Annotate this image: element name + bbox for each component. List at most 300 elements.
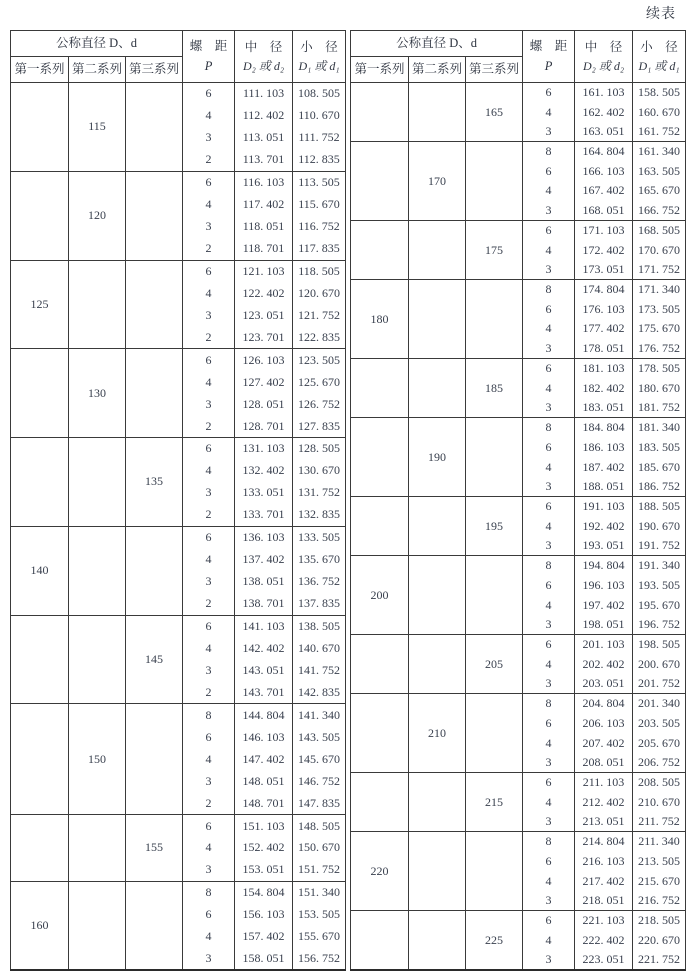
table-body-left [11,83,346,971]
pitch-value: 6 [183,526,235,548]
pitch-diameter-value: 177. 402 [575,319,633,339]
pitch-value: 6 [183,260,235,282]
pitch-diameter-value: 153. 051 [235,859,293,881]
pitch-diameter-value: 216. 103 [575,852,633,872]
pitch-value: 6 [523,773,575,793]
diameter-cell: 190 [409,418,466,497]
minor-diameter-value: 137. 835 [293,593,346,615]
pitch-diameter-value: 166. 103 [575,161,633,181]
header-nominal-diameter: 公称直径 D、d [11,31,183,57]
pitch-diameter-value: 168. 051 [575,201,633,221]
pitch-value: 3 [523,398,575,418]
empty-series-cell [466,280,523,359]
diameter-cell: 160 [11,881,69,970]
minor-diameter-value: 220. 670 [633,930,686,950]
minor-diameter-value: 201. 340 [633,694,686,714]
pitch-diameter-value: 157. 402 [235,926,293,948]
empty-series-cell [69,260,126,349]
pitch-value: 2 [183,238,235,260]
header-series-1: 第一系列 [11,57,69,83]
minor-diameter-value: 140. 670 [293,637,346,659]
pitch-value: 8 [183,881,235,903]
diameter-cell: 195 [466,497,523,556]
minor-diameter-value: 216. 752 [633,891,686,911]
pitch-value: 4 [523,516,575,536]
minor-diameter-value: 117. 835 [293,238,346,260]
header-minor-symbol: D₁ 或 d₁ [638,58,680,73]
pitch-value: 3 [183,659,235,681]
pitch-diameter-value: 201. 103 [575,635,633,655]
pitch-value: 3 [523,674,575,694]
table-header-left [11,31,346,83]
pitch-value: 6 [523,299,575,319]
pitch-value: 6 [183,815,235,837]
minor-diameter-value: 156. 752 [293,948,346,970]
pitch-diameter-value: 156. 103 [235,903,293,925]
diameter-cell: 140 [11,526,69,615]
diameter-cell: 210 [409,694,466,773]
minor-diameter-value: 208. 505 [633,773,686,793]
pitch-value: 3 [523,950,575,970]
pitch-value: 6 [183,438,235,460]
header-series-1: 第一系列 [351,57,409,83]
header-pitch-diameter [575,31,633,83]
minor-diameter-value: 115. 670 [293,193,346,215]
pitch-value: 3 [523,812,575,832]
table-body-right [351,83,686,970]
minor-diameter-value: 127. 835 [293,415,346,437]
header-minor-diameter [293,31,346,83]
pitch-value: 4 [183,460,235,482]
pitch-diameter-value: 131. 103 [235,438,293,460]
pitch-diameter-value: 204. 804 [575,694,633,714]
pitch-value: 8 [523,832,575,852]
table-row [351,635,686,655]
pitch-diameter-value: 217. 402 [575,871,633,891]
pitch-diameter-value: 122. 402 [235,282,293,304]
pitch-diameter-value: 158. 051 [235,948,293,970]
empty-series-cell [351,418,409,497]
header-pitch [523,31,575,83]
minor-diameter-value: 211. 340 [633,832,686,852]
minor-diameter-value: 173. 505 [633,299,686,319]
pitch-diameter-value: 162. 402 [575,102,633,122]
minor-diameter-value: 211. 752 [633,812,686,832]
minor-diameter-value: 191. 340 [633,556,686,576]
diameter-cell: 200 [351,556,409,635]
pitch-diameter-value: 148. 701 [235,793,293,815]
minor-diameter-value: 180. 670 [633,378,686,398]
pitch-diameter-value: 133. 701 [235,504,293,526]
pitch-diameter-value: 143. 051 [235,659,293,681]
minor-diameter-value: 213. 505 [633,852,686,872]
pitch-value: 4 [523,654,575,674]
pitch-diameter-value: 222. 402 [575,930,633,950]
empty-series-cell [126,881,183,970]
minor-diameter-value: 155. 670 [293,926,346,948]
empty-series-cell [126,171,183,260]
empty-series-cell [466,694,523,773]
minor-diameter-value: 153. 505 [293,903,346,925]
empty-series-cell [351,497,409,556]
pitch-value: 6 [523,359,575,379]
pitch-diameter-value: 128. 051 [235,393,293,415]
pitch-diameter-value: 193. 051 [575,536,633,556]
minor-diameter-value: 201. 752 [633,674,686,694]
pitch-value: 3 [523,615,575,635]
pitch-diameter-value: 206. 103 [575,714,633,734]
minor-diameter-value: 130. 670 [293,460,346,482]
minor-diameter-value: 181. 340 [633,418,686,438]
pitch-diameter-value: 182. 402 [575,378,633,398]
minor-diameter-value: 183. 505 [633,437,686,457]
minor-diameter-value: 221. 752 [633,950,686,970]
pitch-value: 4 [523,792,575,812]
minor-diameter-value: 215. 670 [633,871,686,891]
minor-diameter-value: 128. 505 [293,438,346,460]
empty-series-cell [11,83,69,172]
minor-diameter-value: 171. 340 [633,280,686,300]
diameter-cell: 115 [69,83,126,172]
empty-series-cell [409,556,466,635]
pitch-diameter-value: 144. 804 [235,704,293,726]
table-row [11,704,346,726]
pitch-value: 4 [523,181,575,201]
table-row [351,280,686,300]
minor-diameter-value: 168. 505 [633,221,686,241]
pitch-value: 2 [183,327,235,349]
empty-series-cell [69,815,126,882]
table-row [351,694,686,714]
minor-diameter-value: 112. 835 [293,149,346,171]
empty-series-cell [466,832,523,911]
pitch-value: 2 [183,504,235,526]
empty-series-cell [11,615,69,704]
header-minor-symbol: D₁ 或 d₁ [298,58,340,73]
pitch-diameter-value: 172. 402 [575,240,633,260]
pitch-value: 6 [183,171,235,193]
pitch-value: 8 [523,556,575,576]
minor-diameter-value: 150. 670 [293,837,346,859]
diameter-cell: 180 [351,280,409,359]
pitch-diameter-value: 111. 103 [235,83,293,105]
pitch-value: 4 [183,193,235,215]
diameter-cell: 145 [126,615,183,704]
pitch-value: 4 [523,102,575,122]
pitch-diameter-value: 113. 051 [235,127,293,149]
pitch-diameter-value: 161. 103 [575,83,633,103]
diameter-cell: 165 [466,83,523,142]
pitch-value: 4 [183,926,235,948]
pitch-value: 6 [523,221,575,241]
pitch-diameter-value: 164. 804 [575,142,633,162]
empty-series-cell [409,221,466,280]
pitch-value: 3 [523,339,575,359]
pitch-value: 2 [183,593,235,615]
minor-diameter-value: 191. 752 [633,536,686,556]
table-row [351,142,686,162]
empty-series-cell [466,142,523,221]
pitch-value: 4 [523,240,575,260]
minor-diameter-value: 160. 670 [633,102,686,122]
empty-series-cell [409,359,466,418]
pitch-diameter-value: 136. 103 [235,526,293,548]
pitch-diameter-value: 183. 051 [575,398,633,418]
pitch-diameter-value: 211. 103 [575,773,633,793]
pitch-diameter-value: 192. 402 [575,516,633,536]
pitch-value: 6 [183,615,235,637]
minor-diameter-value: 181. 752 [633,398,686,418]
pitch-value: 6 [523,161,575,181]
minor-diameter-value: 146. 752 [293,770,346,792]
minor-diameter-value: 148. 505 [293,815,346,837]
minor-diameter-value: 193. 505 [633,575,686,595]
pitch-diameter-value: 148. 051 [235,770,293,792]
pitch-diameter-value: 138. 701 [235,593,293,615]
thread-dimension-tables [10,30,686,971]
minor-diameter-value: 161. 340 [633,142,686,162]
diameter-cell: 220 [351,832,409,911]
pitch-diameter-value: 137. 402 [235,548,293,570]
header-pitch-zh: 螺 距 [189,39,228,54]
minor-diameter-value: 147. 835 [293,793,346,815]
pitch-value: 2 [183,149,235,171]
pitch-value: 6 [183,903,235,925]
pitch-value: 4 [183,548,235,570]
pitch-diameter-value: 202. 402 [575,654,633,674]
empty-series-cell [351,694,409,773]
pitch-diameter-value: 173. 051 [575,260,633,280]
pitch-diameter-value: 218. 051 [575,891,633,911]
empty-series-cell [409,832,466,911]
pitch-value: 6 [523,852,575,872]
diameter-cell: 205 [466,635,523,694]
table-row [351,911,686,931]
table-row [351,221,686,241]
pitch-value: 4 [523,457,575,477]
minor-diameter-value: 145. 670 [293,748,346,770]
minor-diameter-value: 135. 670 [293,548,346,570]
table-row [351,359,686,379]
diameter-cell: 125 [11,260,69,349]
pitch-diameter-value: 178. 051 [575,339,633,359]
minor-diameter-value: 141. 752 [293,659,346,681]
pitch-value: 4 [183,748,235,770]
pitch-value: 4 [523,378,575,398]
pitch-value: 6 [523,575,575,595]
minor-diameter-value: 175. 670 [633,319,686,339]
minor-diameter-value: 141. 340 [293,704,346,726]
header-mid-symbol: D₂ 或 d₂ [243,58,285,73]
pitch-value: 3 [183,948,235,970]
minor-diameter-value: 133. 505 [293,526,346,548]
continued-table-label: 续表 [646,7,676,22]
table-row [351,773,686,793]
pitch-value: 6 [183,349,235,371]
pitch-diameter-value: 123. 701 [235,327,293,349]
header-series-2: 第二系列 [409,57,466,83]
pitch-diameter-value: 207. 402 [575,733,633,753]
minor-diameter-value: 205. 670 [633,733,686,753]
header-series-2: 第二系列 [69,57,126,83]
pitch-diameter-value: 123. 051 [235,304,293,326]
pitch-diameter-value: 221. 103 [575,911,633,931]
minor-diameter-value: 111. 752 [293,127,346,149]
header-pitch-symbol: P [544,58,553,73]
pitch-diameter-value: 138. 051 [235,571,293,593]
minor-diameter-value: 121. 752 [293,304,346,326]
pitch-diameter-value: 127. 402 [235,371,293,393]
empty-series-cell [409,635,466,694]
table-row [11,881,346,903]
pitch-diameter-value: 146. 103 [235,726,293,748]
diameter-cell: 170 [409,142,466,221]
empty-series-cell [466,418,523,497]
pitch-diameter-value: 126. 103 [235,349,293,371]
pitch-value: 6 [523,497,575,517]
pitch-diameter-value: 194. 804 [575,556,633,576]
table-header-right [351,31,686,83]
table-row [351,556,686,576]
minor-diameter-value: 132. 835 [293,504,346,526]
pitch-value: 3 [523,260,575,280]
table-row [11,438,346,460]
pitch-value: 4 [183,371,235,393]
empty-series-cell [351,911,409,970]
pitch-diameter-value: 181. 103 [575,359,633,379]
minor-diameter-value: 185. 670 [633,457,686,477]
empty-series-cell [11,815,69,882]
minor-diameter-value: 188. 505 [633,497,686,517]
pitch-diameter-value: 118. 051 [235,216,293,238]
pitch-diameter-value: 208. 051 [575,753,633,773]
pitch-value: 6 [523,714,575,734]
minor-diameter-value: 122. 835 [293,327,346,349]
pitch-diameter-value: 132. 402 [235,460,293,482]
pitch-value: 6 [523,83,575,103]
empty-series-cell [409,773,466,832]
minor-diameter-value: 203. 505 [633,714,686,734]
pitch-value: 6 [183,726,235,748]
diameter-cell: 185 [466,359,523,418]
pitch-value: 8 [523,694,575,714]
pitch-diameter-value: 171. 103 [575,221,633,241]
pitch-diameter-value: 163. 051 [575,122,633,142]
pitch-value: 4 [523,319,575,339]
pitch-diameter-value: 191. 103 [575,497,633,517]
pitch-value: 8 [523,142,575,162]
diameter-cell: 120 [69,171,126,260]
empty-series-cell [126,260,183,349]
minor-diameter-value: 151. 752 [293,859,346,881]
header-nominal-diameter: 公称直径 D、d [351,31,523,57]
pitch-value: 3 [523,122,575,142]
pitch-value: 4 [523,930,575,950]
empty-series-cell [351,773,409,832]
pitch-diameter-value: 223. 051 [575,950,633,970]
pitch-value: 6 [183,83,235,105]
empty-series-cell [409,497,466,556]
pitch-diameter-value: 176. 103 [575,299,633,319]
minor-diameter-value: 125. 670 [293,371,346,393]
table-row [11,615,346,637]
header-pitch-symbol: P [204,58,213,73]
empty-series-cell [351,359,409,418]
pitch-value: 4 [183,282,235,304]
pitch-value: 8 [523,280,575,300]
pitch-value: 6 [523,437,575,457]
pitch-diameter-value: 112. 402 [235,105,293,127]
empty-series-cell [11,171,69,260]
minor-diameter-value: 161. 752 [633,122,686,142]
pitch-diameter-value: 117. 402 [235,193,293,215]
table-row [11,83,346,105]
empty-series-cell [11,438,69,527]
minor-diameter-value: 131. 752 [293,482,346,504]
pitch-value: 4 [183,637,235,659]
pitch-diameter-value: 184. 804 [575,418,633,438]
pitch-diameter-value: 197. 402 [575,595,633,615]
table-row [11,815,346,837]
empty-series-cell [351,221,409,280]
diameter-cell: 155 [126,815,183,882]
minor-diameter-value: 120. 670 [293,282,346,304]
header-series-3: 第三系列 [466,57,523,83]
minor-diameter-value: 206. 752 [633,753,686,773]
minor-diameter-value: 210. 670 [633,792,686,812]
pitch-diameter-value: 186. 103 [575,437,633,457]
diameter-cell: 215 [466,773,523,832]
minor-diameter-value: 136. 752 [293,571,346,593]
minor-diameter-value: 138. 505 [293,615,346,637]
pitch-diameter-value: 212. 402 [575,792,633,812]
pitch-diameter-value: 167. 402 [575,181,633,201]
pitch-diameter-value: 152. 402 [235,837,293,859]
pitch-value: 8 [183,704,235,726]
pitch-value: 4 [523,871,575,891]
pitch-diameter-value: 116. 103 [235,171,293,193]
minor-diameter-value: 158. 505 [633,83,686,103]
diameter-cell: 130 [69,349,126,438]
pitch-value: 3 [183,304,235,326]
pitch-diameter-value: 187. 402 [575,457,633,477]
minor-diameter-value: 166. 752 [633,201,686,221]
header-mid-symbol: D₂ 或 d₂ [583,58,625,73]
empty-series-cell [409,280,466,359]
empty-series-cell [351,83,409,142]
minor-diameter-value: 110. 670 [293,105,346,127]
diameter-cell: 150 [69,704,126,815]
minor-diameter-value: 108. 505 [293,83,346,105]
empty-series-cell [409,911,466,970]
empty-series-cell [11,704,69,815]
pitch-diameter-value: 174. 804 [575,280,633,300]
empty-series-cell [466,556,523,635]
empty-series-cell [126,704,183,815]
minor-diameter-value: 190. 670 [633,516,686,536]
pitch-diameter-value: 113. 701 [235,149,293,171]
pitch-value: 2 [183,682,235,704]
empty-series-cell [126,526,183,615]
table-row [351,83,686,103]
empty-series-cell [11,349,69,438]
pitch-value: 8 [523,418,575,438]
header-pitch-diameter [235,31,293,83]
header-minor-diameter [633,31,686,83]
minor-diameter-value: 200. 670 [633,654,686,674]
header-minor-zh: 小 径 [300,39,338,54]
pitch-diameter-value: 128. 701 [235,415,293,437]
